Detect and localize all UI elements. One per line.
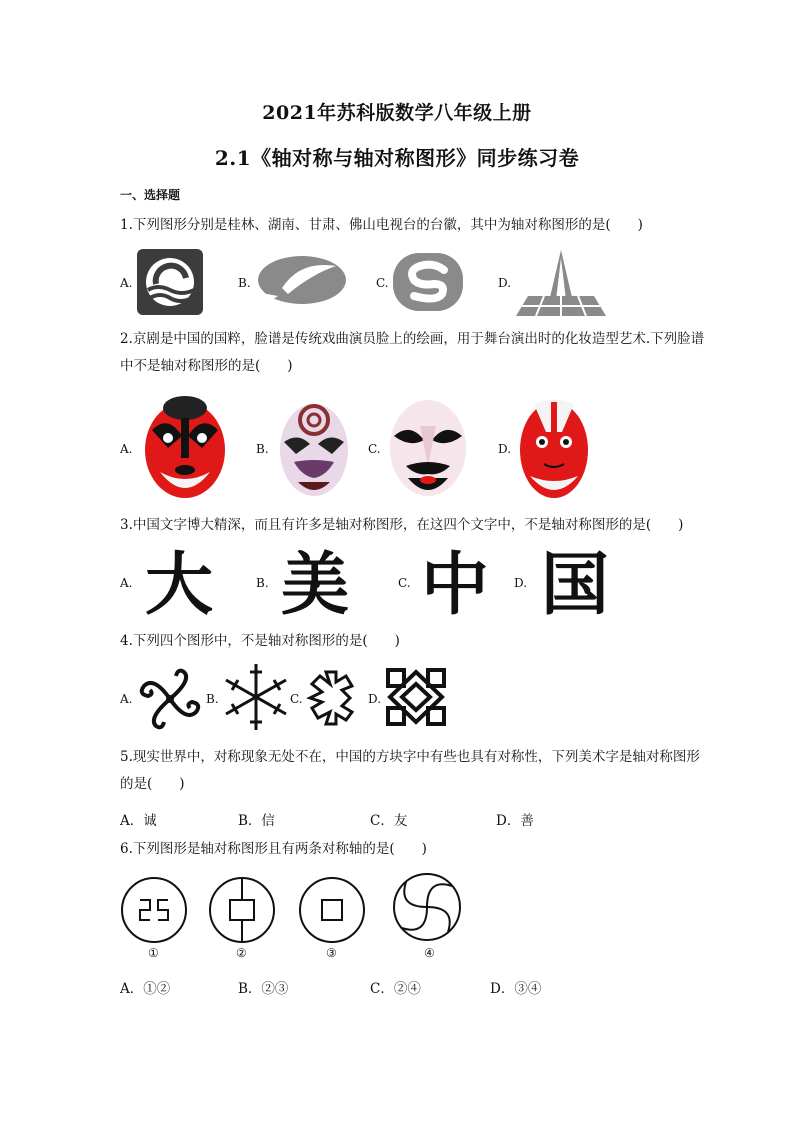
q1-option-a-label: A. <box>120 276 133 290</box>
q2-option-b-label: B. <box>256 442 269 456</box>
q6-figure-1-label: ① <box>148 946 159 960</box>
q1-logo-gansu <box>392 252 464 312</box>
question-4-text: 4.下列四个图形中，不是轴对称图形的是( ) <box>120 633 400 649</box>
q6-figure-2 <box>208 876 276 944</box>
q4-swirl-figure <box>134 666 206 732</box>
q5-option-c: C．友 <box>370 813 408 829</box>
q1-logo-guilin <box>136 248 204 316</box>
q6-figure-2-label: ② <box>236 946 247 960</box>
q6-option-c: C．②④ <box>370 981 421 997</box>
q1-option-d-label: D. <box>498 276 512 290</box>
question-5-text: 5.现实世界中，对称现象无处不在，中国的方块字中有些也具有对称性，下列美术字是轴对称图形的是( ) <box>120 749 700 792</box>
q4-option-a-label: A. <box>120 692 133 706</box>
document-title: 2021年苏科版数学八年级上册 <box>262 102 532 124</box>
q2-opera-mask-a <box>138 394 232 502</box>
q4-option-c-label: C. <box>290 692 303 706</box>
q4-snowflake-figure <box>222 662 290 732</box>
question-3-text: 3.中国文字博大精深，而且有许多是轴对称图形，在这四个文字中，不是轴对称图形的是( ) <box>120 517 684 533</box>
q6-figure-3 <box>298 876 366 944</box>
q4-knot-figure <box>384 666 448 728</box>
q3-char-guo: 国 <box>540 545 609 625</box>
q6-figure-3-label: ③ <box>326 946 337 960</box>
q1-logo-hunan <box>252 252 348 308</box>
q3-char-da: 大 <box>144 545 213 625</box>
q2-opera-mask-c <box>384 396 472 500</box>
q3-option-c-label: C. <box>398 576 411 590</box>
q3-char-mei: 美 <box>280 545 349 625</box>
q1-logo-foshan <box>514 248 608 318</box>
q4-option-d-label: D. <box>368 692 382 706</box>
q6-option-b: B．②③ <box>238 981 289 997</box>
q6-figure-4-label: ④ <box>424 946 435 960</box>
q1-option-c-label: C. <box>376 276 389 290</box>
q6-figure-1 <box>120 876 188 944</box>
q3-char-zhong: 中 <box>420 545 489 625</box>
q4-option-b-label: B. <box>206 692 219 706</box>
q6-option-a: A．①② <box>120 981 171 997</box>
question-2-text: 2.京剧是中国的国粹，脸谱是传统戏曲演员脸上的绘画，用于舞台演出时的化妆造型艺术.下列脸谱中不是轴对称图形的是( ) <box>120 331 705 374</box>
q4-arrow-cross-figure <box>306 668 368 728</box>
q5-option-d: D．善 <box>496 813 534 829</box>
q2-option-c-label: C. <box>368 442 381 456</box>
q2-option-d-label: D. <box>498 442 512 456</box>
section-heading: 一、选择题 <box>120 188 181 202</box>
q3-option-d-label: D. <box>514 576 528 590</box>
q3-option-a-label: A. <box>120 576 133 590</box>
q5-option-b: B．信 <box>238 813 275 829</box>
q6-figure-4 <box>392 872 462 942</box>
q2-option-a-label: A. <box>120 442 133 456</box>
q3-option-b-label: B. <box>256 576 269 590</box>
q6-option-d: D．③④ <box>490 981 542 997</box>
q2-opera-mask-d <box>514 396 594 500</box>
q1-option-b-label: B. <box>238 276 251 290</box>
document-subtitle: 2.1《轴对称与轴对称图形》同步练习卷 <box>214 146 580 170</box>
q2-opera-mask-b <box>274 398 354 500</box>
q5-option-a: A．诚 <box>120 813 157 829</box>
question-6-text: 6.下列图形是轴对称图形且有两条对称轴的是( ) <box>120 841 427 857</box>
question-1-text: 1.下列图形分别是桂林、湖南、甘肃、佛山电视台的台徽，其中为轴对称图形的是( ) <box>120 217 643 233</box>
